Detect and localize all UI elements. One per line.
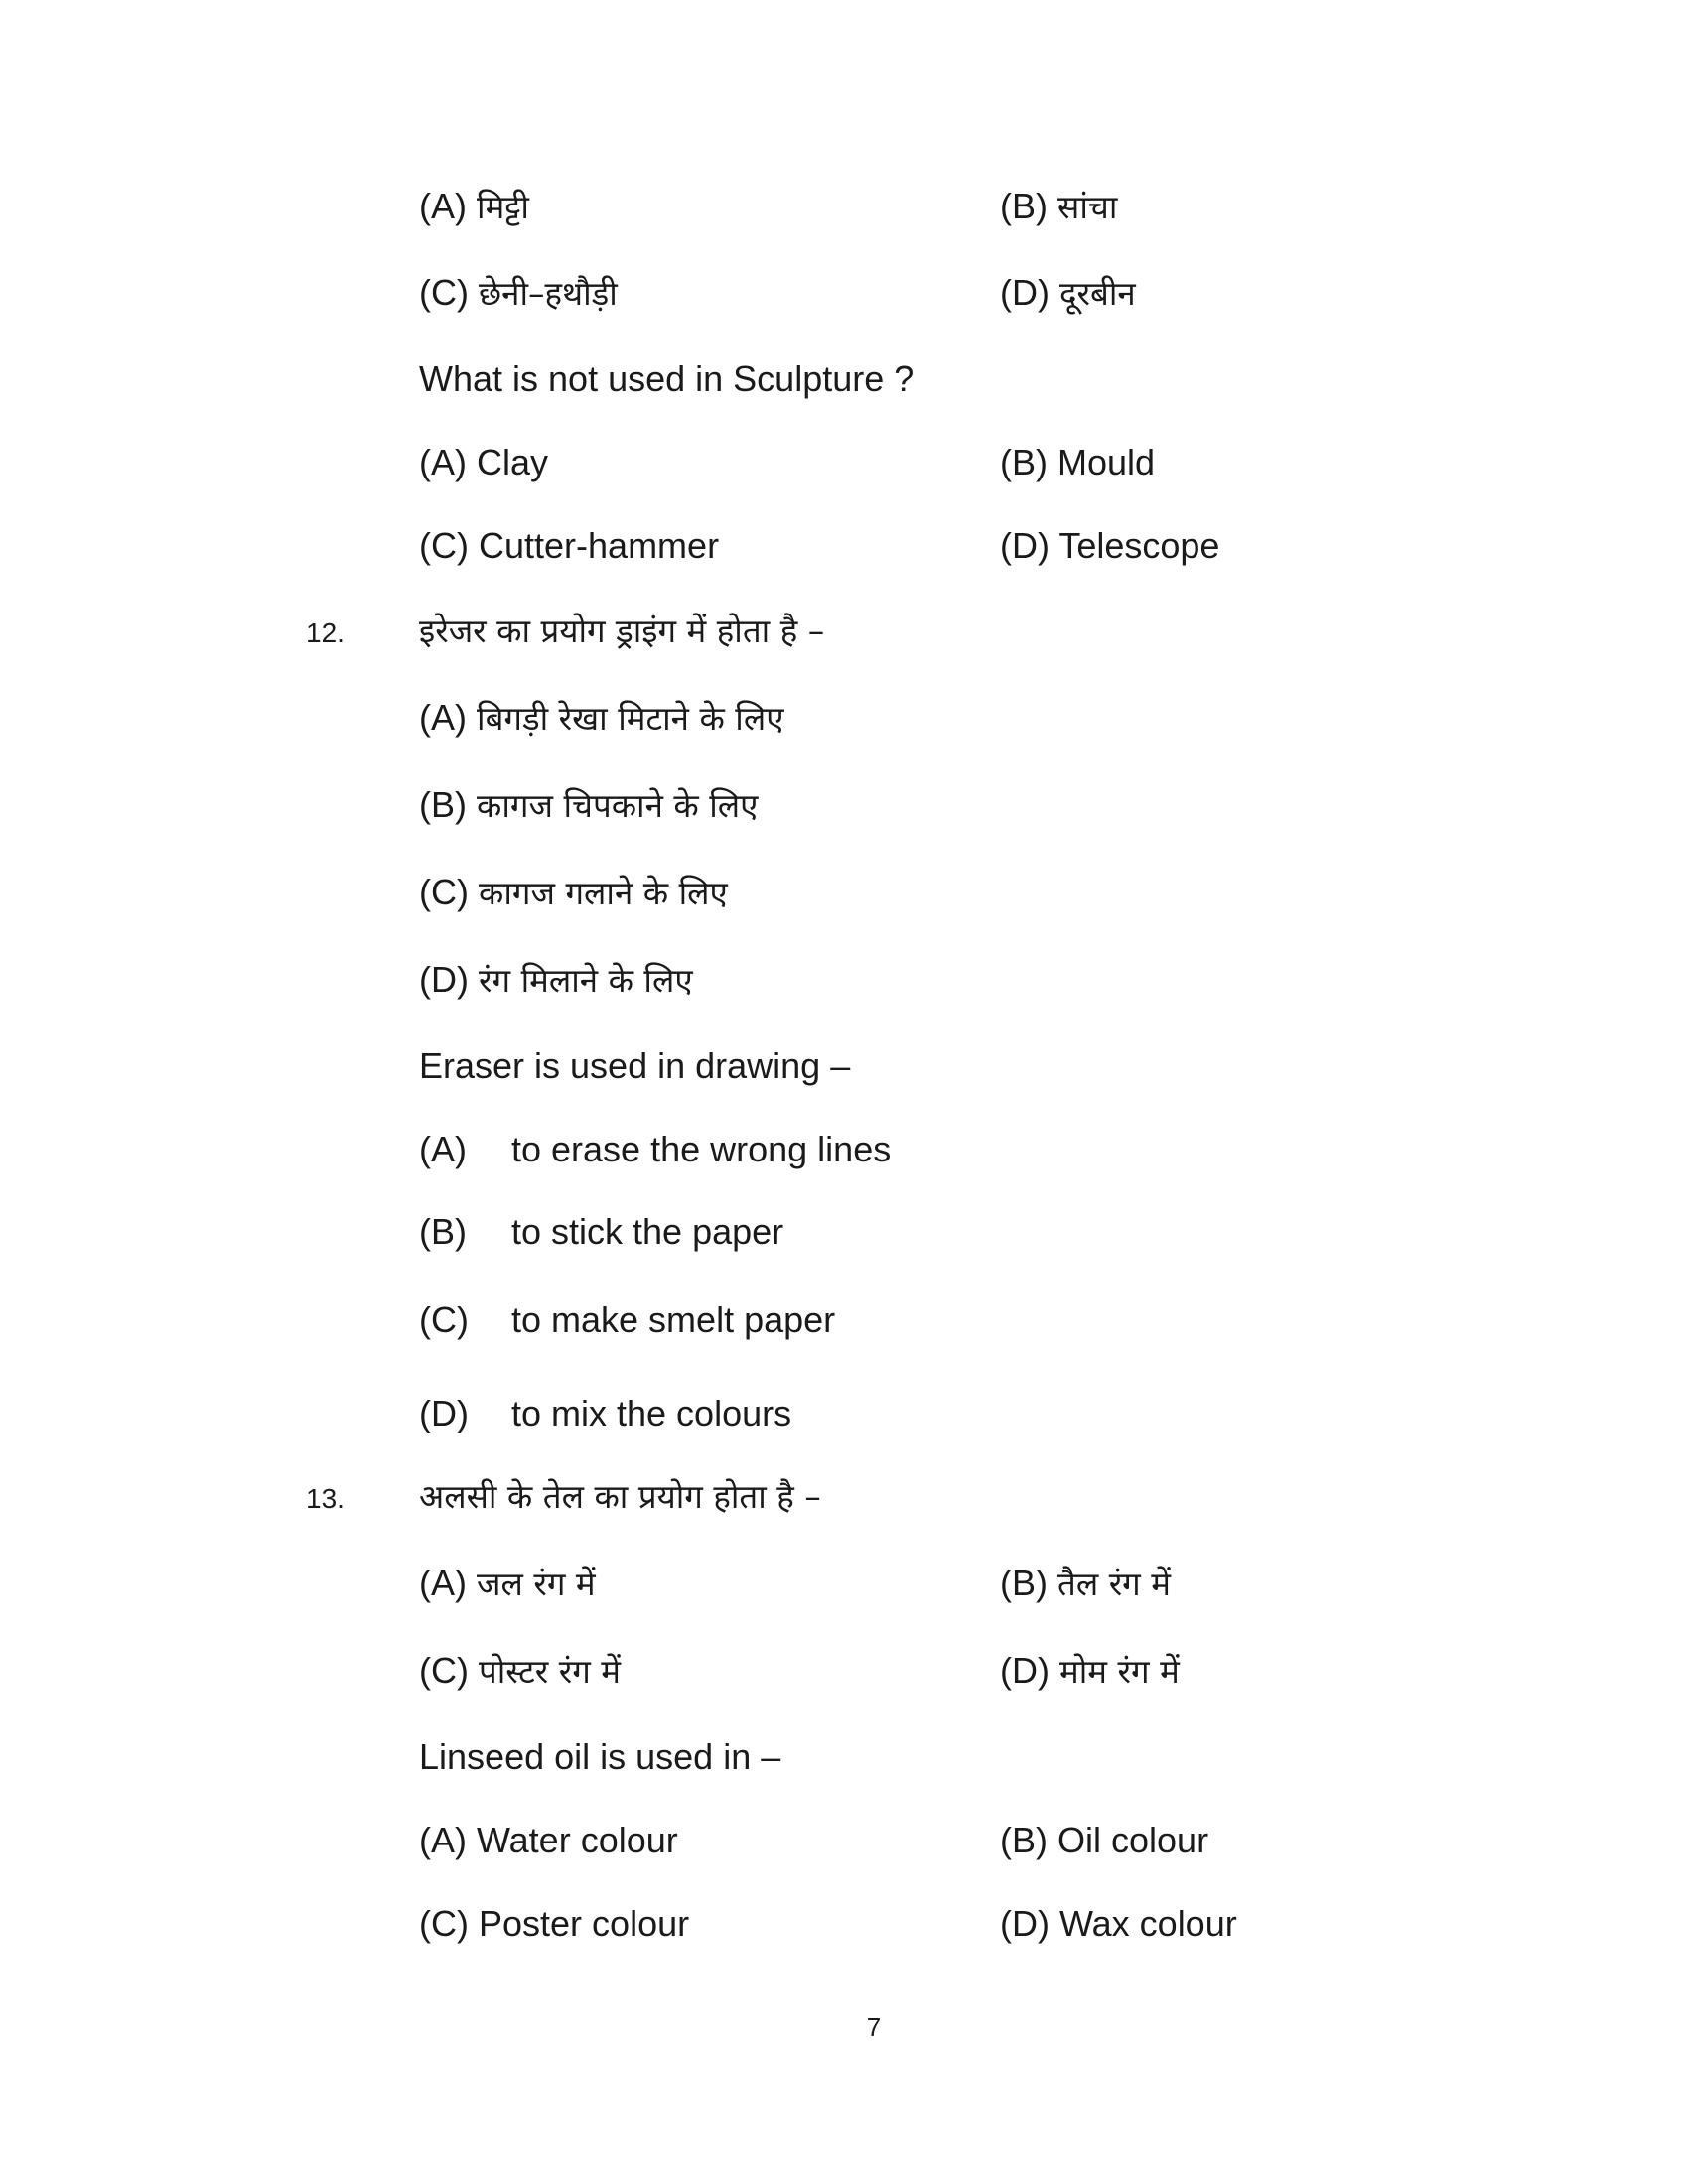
q11-english-question: What is not used in Sculpture ? xyxy=(419,358,914,399)
option-text: Telescope xyxy=(1058,525,1220,566)
q11-hindi-option-b xyxy=(1000,185,1117,229)
option-label: (D) xyxy=(1000,272,1050,313)
option-label: (C) xyxy=(419,1650,469,1691)
q12-number: 12. xyxy=(306,617,345,648)
q13-hindi-option-d xyxy=(1000,1649,1180,1694)
q13-hindi-question: अलसी के तेल का प्रयोग होता है – xyxy=(419,1477,821,1516)
option-text: Water colour xyxy=(477,1820,678,1860)
option-text: मोम रंग में xyxy=(1059,1652,1180,1691)
q11-english-option-b xyxy=(1000,441,1155,484)
option-label: (A) xyxy=(419,1820,467,1860)
page-number: 7 xyxy=(866,2012,882,2042)
option-text: दूरबीन xyxy=(1059,274,1136,313)
option-text: Cutter-hammer xyxy=(479,525,720,566)
option-label: (C) xyxy=(419,1903,469,1944)
q12-english-option-d xyxy=(419,1392,791,1435)
q13-number: 13. xyxy=(306,1483,345,1514)
option-label: (B) xyxy=(1000,1820,1048,1860)
option-text: छेनी–हथौड़ी xyxy=(479,274,618,313)
option-text: Poster colour xyxy=(479,1903,690,1944)
option-label: (C) xyxy=(419,525,469,566)
option-text: Clay xyxy=(477,442,549,482)
option-text: जल रंग में xyxy=(477,1565,596,1603)
option-label: (C) xyxy=(419,872,469,912)
q11-english-option-c xyxy=(419,524,719,568)
q11-hindi-option-c xyxy=(419,271,618,316)
q11-english-option-a xyxy=(419,441,548,484)
option-label: (D) xyxy=(419,1393,469,1433)
option-label: (D) xyxy=(1000,525,1050,566)
option-label: (A) xyxy=(419,1129,467,1169)
option-label: (B) xyxy=(419,1211,467,1252)
option-text: मिट्टी xyxy=(477,188,529,226)
q13-english-option-a xyxy=(419,1819,678,1862)
option-text: पोस्टर रंग में xyxy=(479,1652,622,1691)
option-label: (B) xyxy=(419,784,467,825)
option-text: सांचा xyxy=(1057,188,1118,226)
option-text: Wax colour xyxy=(1059,1903,1237,1944)
option-label: (D) xyxy=(419,959,469,1000)
option-label: (C) xyxy=(419,1299,469,1340)
q12-hindi-question: इरेजर का प्रयोग ड्राइंग में होता है – xyxy=(419,612,825,650)
q13-english-option-d xyxy=(1000,1902,1237,1946)
option-text: to stick the paper xyxy=(511,1211,784,1252)
option-label: (B) xyxy=(1000,1563,1048,1603)
option-text: to mix the colours xyxy=(511,1393,792,1433)
q12-english-option-a xyxy=(419,1128,891,1171)
option-label: (B) xyxy=(1000,186,1048,226)
q11-english-option-d xyxy=(1000,524,1219,568)
option-label: (A) xyxy=(419,442,467,482)
q11-hindi-option-a xyxy=(419,185,529,229)
option-label: (D) xyxy=(1000,1650,1050,1691)
option-label: (C) xyxy=(419,272,469,313)
option-label: (B) xyxy=(1000,442,1048,482)
option-text: कागज गलाने के लिए xyxy=(479,874,728,912)
option-text: to make smelt paper xyxy=(511,1299,836,1340)
q12-hindi-option-b xyxy=(419,783,758,828)
q12-english-question: Eraser is used in drawing – xyxy=(419,1045,851,1086)
option-label: (A) xyxy=(419,1563,467,1603)
q13-hindi-option-b xyxy=(1000,1562,1171,1606)
option-text: to erase the wrong lines xyxy=(511,1129,892,1169)
q11-hindi-option-d xyxy=(1000,271,1136,316)
option-text: रंग मिलाने के लिए xyxy=(479,961,693,1000)
q12-english-option-c xyxy=(419,1298,835,1342)
q12-hindi-option-d xyxy=(419,958,693,1003)
q12-hindi-option-c xyxy=(419,871,728,915)
option-label: (D) xyxy=(1000,1903,1050,1944)
q12-english-option-b xyxy=(419,1210,783,1254)
q13-english-question: Linseed oil is used in – xyxy=(419,1736,781,1777)
option-text: कागज चिपकाने के लिए xyxy=(477,786,759,825)
option-text: तैल रंग में xyxy=(1057,1565,1171,1603)
q13-hindi-option-c xyxy=(419,1649,621,1694)
q13-hindi-option-a xyxy=(419,1562,596,1606)
q13-english-option-c xyxy=(419,1902,689,1946)
option-label: (A) xyxy=(419,186,467,226)
option-text: Mould xyxy=(1057,442,1156,482)
option-label: (A) xyxy=(419,697,467,738)
option-text: बिगड़ी रेखा मिटाने के लिए xyxy=(477,699,784,738)
q13-english-option-b xyxy=(1000,1819,1208,1862)
option-text: Oil colour xyxy=(1057,1820,1209,1860)
q12-hindi-option-a xyxy=(419,696,783,741)
